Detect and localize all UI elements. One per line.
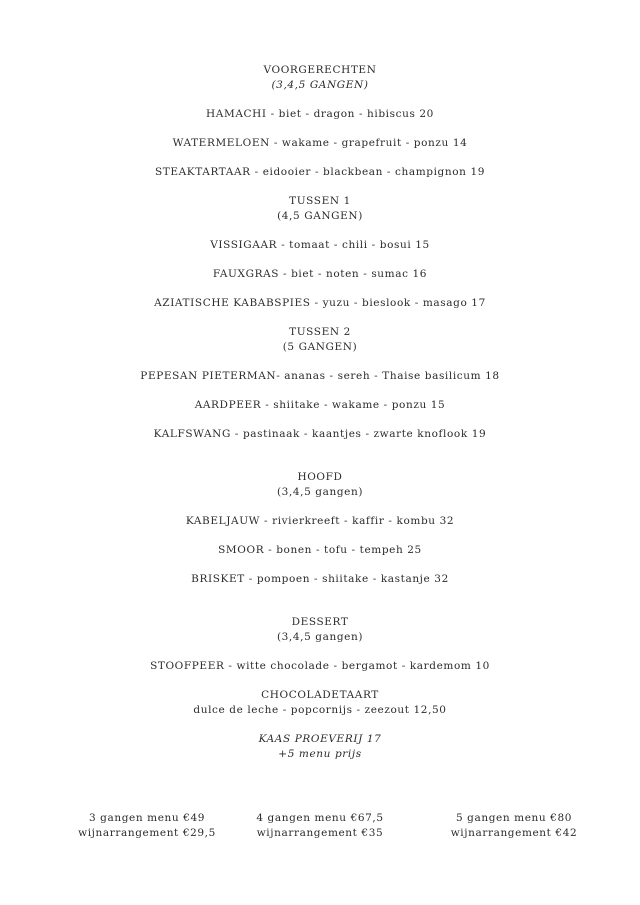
menu-price-5-gangen: [414, 811, 614, 841]
section-title: HOOFD: [297, 471, 343, 483]
section-title: TUSSEN 1: [289, 195, 351, 207]
section-voorgerechten: [0, 63, 640, 180]
dish-brisket: BRISKET - pompoen - shiitake - kastanje 32: [191, 573, 449, 585]
menu-price-label: 5 gangen menu €80: [455, 812, 573, 824]
menu-price-label: 3 gangen menu €49: [88, 812, 206, 824]
dish-chocoladetaart-name: CHOCOLADETAART: [261, 689, 379, 701]
dish-kabeljauw: KABELJAUW - rivierkreeft - kaffir - kombu 32: [185, 515, 455, 527]
section-dessert: [0, 615, 640, 762]
dish-kalfswang: KALFSWANG - pastinaak - kaantjes - zwarte knoflook 19: [153, 428, 487, 440]
dish-fauxgras: FAUXGRAS - biet - noten - sumac 16: [212, 268, 428, 280]
wine-pairing-price: wijnarrangement €35: [256, 827, 384, 839]
section-subtitle: (3,4,5 gangen): [276, 631, 364, 643]
wine-pairing-price: wijnarrangement €42: [450, 827, 578, 839]
menu-price-label: 4 gangen menu €67,5: [256, 812, 384, 824]
wine-pairing-price: wijnarrangement €29,5: [78, 827, 216, 839]
dish-aardpeer: AARDPEER - shiitake - wakame - ponzu 15: [194, 399, 446, 411]
dish-stoofpeer: STOOFPEER - witte chocolade - bergamot - kardemom 10: [150, 660, 490, 672]
section-hoofd: [0, 470, 640, 587]
section-subtitle: (3,4,5 GANGEN): [271, 79, 369, 91]
dish-chocoladetaart-description: dulce de leche - popcornijs - zeezout 12,50: [193, 704, 447, 716]
dish-vissigaar: VISSIGAAR - tomaat - chili - bosui 15: [210, 239, 430, 251]
section-tussen-2: [0, 325, 640, 442]
menu-prices: [0, 811, 640, 847]
dish-kaas-proeverij: KAAS PROEVERIJ 17: [258, 733, 382, 745]
section-title: VOORGERECHTEN: [263, 64, 377, 76]
section-title: TUSSEN 2: [289, 326, 351, 338]
section-subtitle: (4,5 GANGEN): [277, 210, 363, 222]
menu-price-4-gangen: [220, 811, 420, 841]
section-subtitle: (5 GANGEN): [282, 341, 358, 353]
dish-hamachi: HAMACHI - biet - dragon - hibiscus 20: [206, 108, 434, 120]
dish-pepesan-pieterman: PEPESAN PIETERMAN- ananas - sereh - Thaise basilicum 18: [140, 370, 500, 382]
dish-watermeloen: WATERMELOEN - wakame - grapefruit - ponzu 14: [172, 137, 468, 149]
section-title: DESSERT: [291, 616, 349, 628]
section-subtitle: (3,4,5 gangen): [276, 486, 364, 498]
menu-price-3-gangen: [47, 811, 247, 841]
menu-card: [0, 63, 640, 762]
dish-steaktartaar: STEAKTARTAAR - eidooier - blackbean - champignon 19: [154, 166, 486, 178]
dish-smoor: SMOOR - bonen - tofu - tempeh 25: [218, 544, 422, 556]
dish-kaas-note: +5 menu prijs: [278, 748, 362, 760]
dish-kababspies: AZIATISCHE KABABSPIES - yuzu - bieslook - masago 17: [154, 297, 486, 309]
section-tussen-1: [0, 194, 640, 311]
